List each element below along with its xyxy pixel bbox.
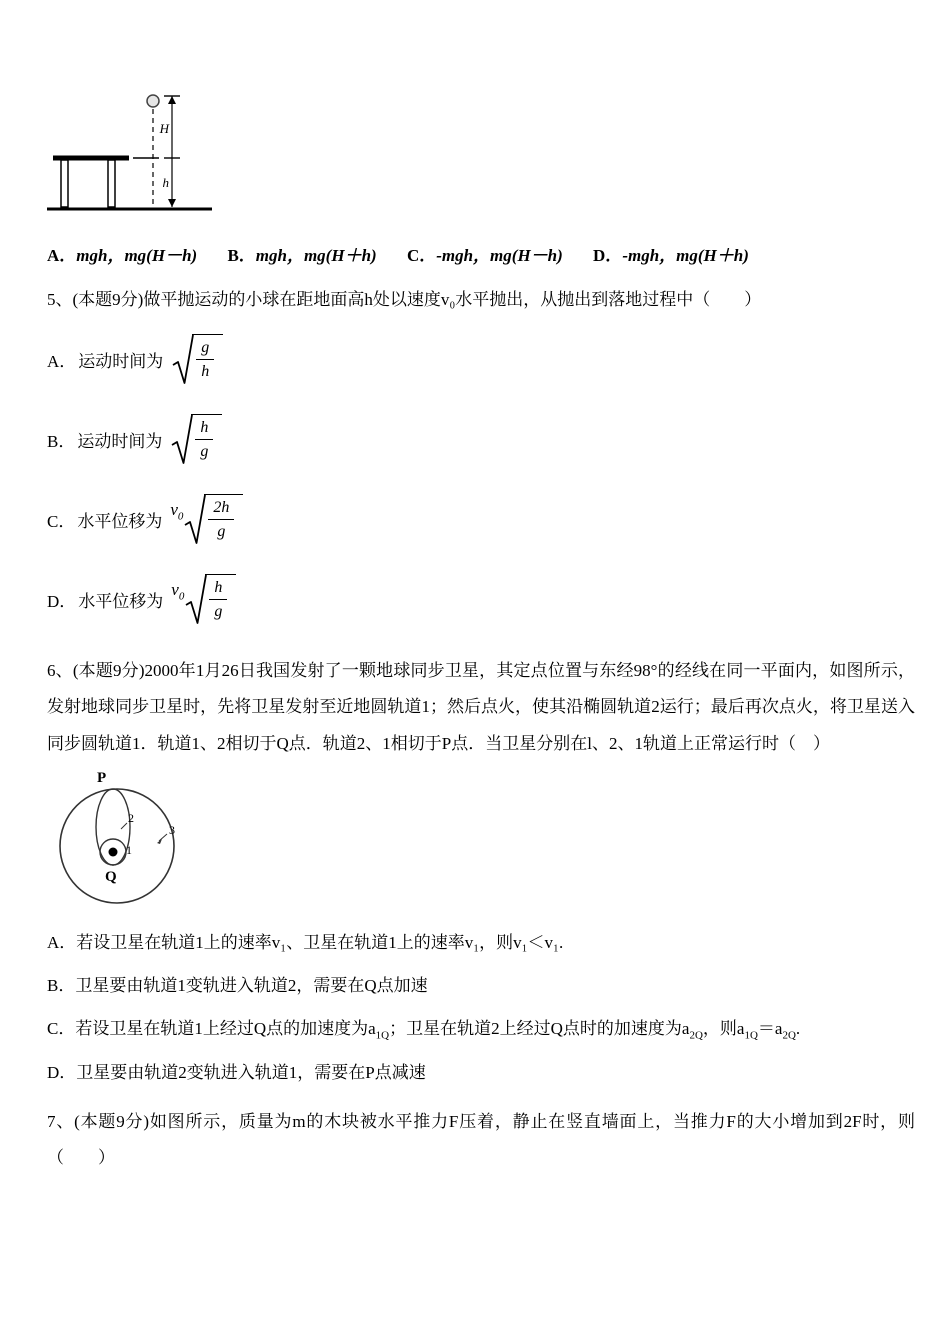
- q6-option-c-label: C．: [47, 1018, 76, 1038]
- q6-option-a-text: 若设卫星在轨道1上的速率v₁、卫星在轨道1上的速率v₁，则v₁＜v₁.: [76, 933, 564, 953]
- leader-3-arrow: [157, 839, 162, 844]
- q6-option-c-text-5: .: [795, 1018, 801, 1038]
- figure-ball-table: [47, 88, 217, 214]
- q5-option-d: [47, 573, 915, 627]
- q6-option-b-text: 卫星要由轨道1变轨进入轨道2，需要在Q点加速: [75, 976, 428, 996]
- fraction: [208, 498, 234, 541]
- q5-option-c-text: 水平位移为: [77, 512, 163, 532]
- radical-sign: [184, 493, 206, 547]
- q5-option-b-text: 运动时间为: [77, 432, 163, 452]
- q6-option-b-label: B．: [47, 976, 76, 996]
- arrow-down: [168, 199, 176, 207]
- q6-option-c-text-4: ＝a: [757, 1018, 783, 1038]
- denominator: g: [200, 442, 209, 460]
- q4-option-c-label: C．: [406, 246, 437, 265]
- q4-option-c-formula: -mgh，mg(H－h): [436, 246, 563, 265]
- radical-sign: [185, 573, 207, 627]
- q6-option-c-sub-4: 2Q: [782, 1029, 796, 1042]
- q4-option-a-formula: mgh，mg(H－h): [76, 246, 198, 265]
- q6-option-c-sub-2: 2Q: [689, 1029, 703, 1042]
- q5-option-c: [47, 493, 915, 547]
- fraction: [195, 418, 213, 461]
- label-P: P: [97, 770, 107, 787]
- radicand: [205, 574, 236, 621]
- q5-option-a-text: 运动时间为: [78, 352, 164, 372]
- q4-option-b-label: B．: [227, 246, 256, 265]
- q6-option-a-label: A．: [47, 933, 77, 953]
- q6-option-d-text: 卫星要由轨道2变轨进入轨道1，需要在P点减速: [76, 1063, 426, 1083]
- label-orbit-3: 3: [169, 823, 175, 838]
- table-leg-right: [108, 160, 115, 207]
- radical-sign: [172, 333, 194, 387]
- table-leg-left: [61, 160, 68, 207]
- question-4-options: [47, 241, 915, 266]
- numerator: h: [209, 578, 227, 600]
- figure-satellite-orbits: [47, 768, 202, 910]
- q6-option-c-text-2: ；卫星在轨道2上经过Q点时的加速度为a: [389, 1018, 690, 1038]
- q5-option-b-formula: [170, 413, 222, 467]
- q6-option-c-sub-3: 1Q: [744, 1029, 758, 1042]
- label-orbit-1: 1: [126, 843, 132, 858]
- q6-option-c-sub-1: 1Q: [375, 1029, 390, 1042]
- sqrt-expression: [185, 573, 236, 627]
- q6-option-b: [47, 972, 915, 1001]
- q6-option-d-label: D．: [47, 1063, 77, 1083]
- ball: [147, 95, 159, 107]
- radicand: [192, 334, 223, 381]
- q5-option-a-formula: [171, 333, 223, 387]
- radical-sign: [171, 413, 193, 467]
- q5-option-d-label: D．: [47, 592, 77, 612]
- q6-option-c: [47, 1015, 915, 1045]
- q4-option-a-label: A．: [47, 246, 77, 265]
- denominator: h: [201, 362, 210, 380]
- numerator: h: [195, 418, 213, 440]
- sqrt-expression: [172, 333, 223, 387]
- label-Q: Q: [105, 869, 117, 886]
- q5-option-d-text: 水平位移为: [78, 592, 164, 612]
- radicand: [191, 414, 222, 461]
- q5-option-b: [47, 413, 915, 467]
- question-5-stem: 5、(本题9分)做平抛运动的小球在距地面高h处以速度v₀水平抛出，从抛出到落地过程中（ ）: [47, 290, 762, 309]
- arrow-up: [168, 96, 176, 104]
- page-content: [47, 0, 915, 1177]
- denominator: g: [214, 602, 223, 620]
- denominator: g: [217, 522, 226, 540]
- numerator: g: [196, 338, 214, 360]
- q5-option-c-label: C．: [47, 512, 76, 532]
- q6-option-d: [47, 1059, 915, 1088]
- label-h: h: [162, 175, 169, 190]
- q6-option-c-text-1: 若设卫星在轨道1上经过Q点的加速度为a: [75, 1018, 376, 1038]
- q5-option-a: [47, 333, 915, 387]
- q5-option-c-formula: [170, 493, 243, 547]
- q5-option-b-label: B．: [47, 432, 76, 452]
- sqrt-expression: [171, 413, 222, 467]
- numerator: 2h: [208, 498, 234, 520]
- leader-2: [121, 823, 127, 829]
- label-H: H: [159, 121, 169, 136]
- sqrt-expression: [184, 493, 243, 547]
- question-7-stem: 7、(本题9分)如图所示，质量为m的木块被水平推力F压着，静止在竖直墙面上，当推力F的大小增加到2F时，则（ ）: [47, 1111, 915, 1168]
- radicand: [204, 494, 243, 541]
- coefficient-v0: $v_0$: [170, 500, 184, 523]
- question-6-stem: 6、(本题9分)2000年1月26日我国发射了一颗地球同步卫星，其定点位置与东经98°的经线在同一平面内，如图所示，发射地球同步卫星时，先将卫星发射至近地圆轨道1；然后点火，使其沿椭圆轨道2运行；最后再次点火，将卫星送入同步圆轨道1．轨道1、2相切于Q点．轨道2、1相切于P点．当卫星分别在l、2、1轨道上正常运行时（ ）: [47, 660, 915, 753]
- q4-option-d-label: D．: [593, 246, 623, 265]
- q6-option-a: [47, 929, 915, 958]
- fraction: [209, 578, 227, 621]
- coefficient-v0: $v_0$: [171, 580, 185, 603]
- label-orbit-2: 2: [128, 811, 134, 826]
- leader-3: [159, 834, 167, 841]
- q4-option-b-formula: mgh，mg(H＋h): [255, 246, 377, 265]
- q5-option-a-label: A．: [47, 352, 77, 372]
- fraction: [196, 338, 214, 381]
- earth-dot: [109, 848, 118, 857]
- q6-option-c-text-3: ，则a: [702, 1018, 745, 1038]
- orbit-3-circle: [60, 789, 174, 903]
- q4-option-d-formula: -mgh，mg(H＋h): [622, 246, 749, 265]
- q5-option-d-formula: [171, 573, 236, 627]
